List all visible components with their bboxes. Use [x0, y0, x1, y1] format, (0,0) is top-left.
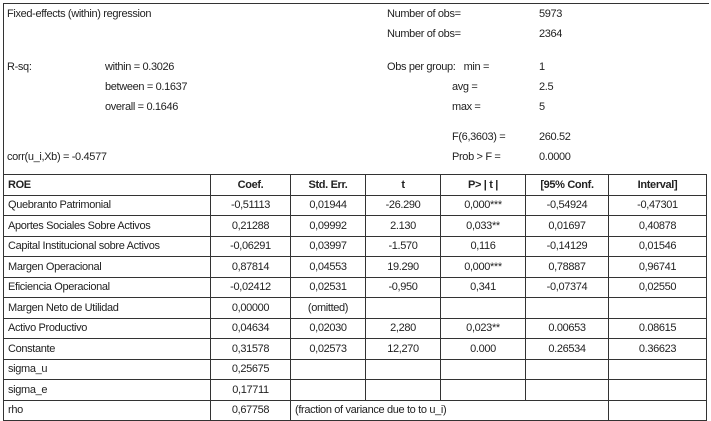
coef-cell: -0,02412	[211, 277, 291, 298]
prob-f-label: Prob > F =	[452, 151, 501, 163]
rsq-between: between = 0.1637	[105, 81, 188, 93]
variable-cell: Margen Operacional	[4, 257, 211, 278]
header-std-err: Std. Err.	[291, 175, 366, 196]
header-conf-low: [95% Conf.	[526, 175, 609, 196]
conf-high-cell: 0,02550	[609, 277, 707, 298]
table-row	[4, 277, 707, 298]
conf-low-cell: 0,01697	[526, 216, 609, 237]
header-p-value: P> | t |	[441, 175, 526, 196]
variable-cell: Quebranto Patrimonial	[4, 195, 211, 216]
t-cell	[366, 380, 441, 401]
rho-note: (fraction of variance due to to u_i)	[291, 400, 609, 421]
conf-high-cell	[609, 298, 707, 319]
t-cell	[366, 298, 441, 319]
t-cell: -1.570	[366, 236, 441, 257]
coef-cell: 0,87814	[211, 257, 291, 278]
variable-cell: Activo Productivo	[4, 318, 211, 339]
prob-f-value: 0.0000	[539, 151, 571, 163]
table-row	[4, 257, 707, 278]
std-err-cell: 0,02573	[291, 339, 366, 360]
coef-cell: 0,67758	[211, 400, 291, 421]
conf-high-cell: 0.08615	[609, 318, 707, 339]
conf-high-cell: 0,01546	[609, 236, 707, 257]
p-value-cell: 0,000***	[441, 257, 526, 278]
coef-cell: -0,51113	[211, 195, 291, 216]
conf-high-cell: -0,47301	[609, 195, 707, 216]
header-conf-high: Interval]	[609, 175, 707, 196]
header-t: t	[366, 175, 441, 196]
nobs-label: Number of obs=	[387, 8, 461, 20]
conf-high-cell	[609, 359, 707, 380]
t-cell: 2.130	[366, 216, 441, 237]
coef-cell: 0,17711	[211, 380, 291, 401]
variable-cell: Eficiencia Operacional	[4, 277, 211, 298]
std-err-cell: 0,03997	[291, 236, 366, 257]
std-err-cell: 0,01944	[291, 195, 366, 216]
p-value-cell: 0,033**	[441, 216, 526, 237]
f-stat-value: 260.52	[539, 131, 571, 143]
ngroups-label: Number of obs=	[387, 28, 461, 40]
std-err-cell	[291, 380, 366, 401]
header-variable: ROE	[4, 175, 211, 196]
coef-cell: -0,06291	[211, 236, 291, 257]
conf-low-cell: 0.26534	[526, 339, 609, 360]
coef-cell: 0,31578	[211, 339, 291, 360]
conf-high-cell	[609, 380, 707, 401]
t-cell: 2,280	[366, 318, 441, 339]
p-value-cell	[441, 298, 526, 319]
conf-low-cell	[526, 359, 609, 380]
empty-cell	[609, 400, 707, 421]
obs-max-value: 5	[539, 101, 545, 113]
obs-avg-value: 2.5	[539, 81, 554, 93]
header-coef: Coef.	[211, 175, 291, 196]
p-value-cell: 0,023**	[441, 318, 526, 339]
coefficients-table	[3, 174, 707, 421]
conf-high-cell: 0.36623	[609, 339, 707, 360]
table-row	[4, 298, 707, 319]
t-cell: -0,950	[366, 277, 441, 298]
t-cell: 19.290	[366, 257, 441, 278]
ngroups-value: 2364	[539, 28, 563, 40]
std-err-cell: 0,09992	[291, 216, 366, 237]
obs-min-value: 1	[539, 61, 545, 73]
p-value-cell: 0,341	[441, 277, 526, 298]
std-err-cell: 0,02030	[291, 318, 366, 339]
table-row	[4, 359, 707, 380]
t-cell	[366, 359, 441, 380]
variable-cell: Constante	[4, 339, 211, 360]
p-value-cell: 0,116	[441, 236, 526, 257]
coef-cell: 0,04634	[211, 318, 291, 339]
conf-low-cell	[526, 298, 609, 319]
conf-low-cell: 0.00653	[526, 318, 609, 339]
coef-cell: 0,25675	[211, 359, 291, 380]
std-err-cell: 0,04553	[291, 257, 366, 278]
table-row	[4, 380, 707, 401]
table-row	[4, 400, 707, 421]
conf-high-cell: 0,96741	[609, 257, 707, 278]
f-stat-label: F(6,3603) =	[452, 131, 506, 143]
variable-cell: sigma_e	[4, 380, 211, 401]
rsq-overall: overall = 0.1646	[105, 101, 178, 113]
corr-value: corr(u_i,Xb) = -0.4577	[7, 151, 107, 163]
std-err-cell: 0,02531	[291, 277, 366, 298]
variable-cell: Capital Institucional sobre Activos	[4, 236, 211, 257]
std-err-cell	[291, 359, 366, 380]
table-row	[4, 318, 707, 339]
table-row	[4, 216, 707, 237]
p-value-cell	[441, 359, 526, 380]
coef-cell: 0,21288	[211, 216, 291, 237]
coef-cell: 0,00000	[211, 298, 291, 319]
t-cell: -26.290	[366, 195, 441, 216]
obs-min-label: Obs per group: min =	[387, 61, 490, 73]
regression-title: Fixed-effects (within) regression	[7, 8, 152, 20]
conf-low-cell: -0,54924	[526, 195, 609, 216]
t-cell: 12,270	[366, 339, 441, 360]
std-err-cell: (omitted)	[291, 298, 366, 319]
table-row	[4, 195, 707, 216]
variable-cell: rho	[4, 400, 211, 421]
obs-max-label: max =	[452, 101, 481, 113]
conf-high-cell: 0,40878	[609, 216, 707, 237]
p-value-cell	[441, 380, 526, 401]
table-header	[4, 175, 707, 196]
obs-avg-label: avg =	[452, 81, 478, 93]
p-value-cell: 0,000***	[441, 195, 526, 216]
table-row	[4, 339, 707, 360]
variable-cell: sigma_u	[4, 359, 211, 380]
table-row	[4, 236, 707, 257]
p-value-cell: 0.000	[441, 339, 526, 360]
variable-cell: Aportes Sociales Sobre Activos	[4, 216, 211, 237]
variable-cell: Margen Neto de Utilidad	[4, 298, 211, 319]
rsq-within: within = 0.3026	[105, 61, 175, 73]
nobs-value: 5973	[539, 8, 563, 20]
conf-low-cell: -0,07374	[526, 277, 609, 298]
conf-low-cell: -0,14129	[526, 236, 609, 257]
conf-low-cell	[526, 380, 609, 401]
rsq-label: R-sq:	[7, 61, 32, 73]
conf-low-cell: 0,78887	[526, 257, 609, 278]
